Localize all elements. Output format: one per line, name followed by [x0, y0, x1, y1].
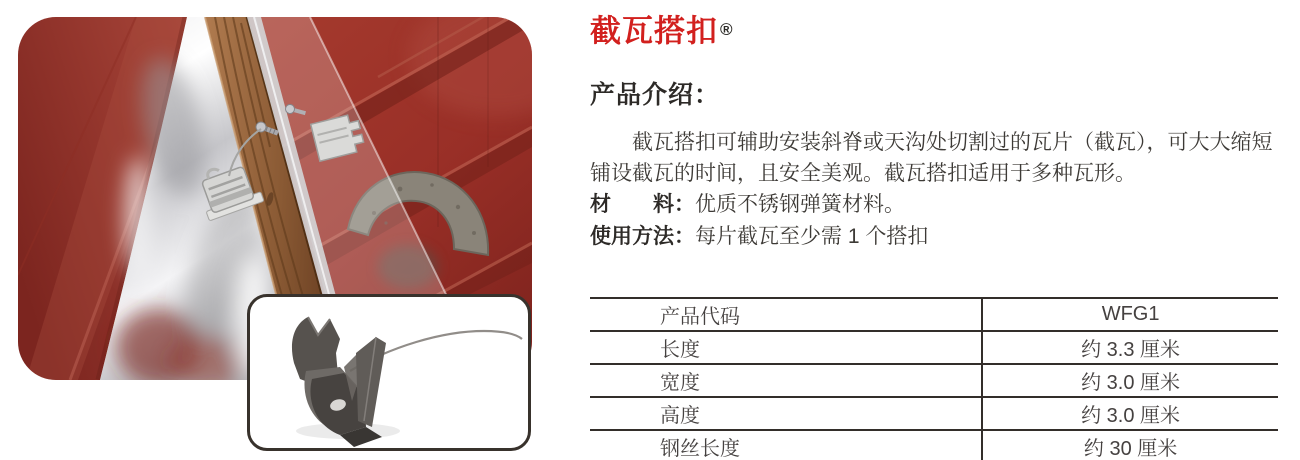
spec-label: 高度	[590, 397, 982, 430]
spec-value: 约 3.0 厘米	[982, 397, 1278, 430]
table-row	[590, 298, 1278, 331]
roof-installation-photo	[18, 17, 532, 380]
spec-value: 约 3.3 厘米	[982, 331, 1278, 364]
spec-value: WFG1	[982, 298, 1278, 331]
spec-label: 长度	[590, 331, 982, 364]
spec-label: 宽度	[590, 364, 982, 397]
spec-value: 约 30 厘米	[982, 430, 1278, 460]
clip-illustration	[250, 297, 528, 448]
spec-value: 约 3.0 厘米	[982, 364, 1278, 397]
attribute-label: 使用方法：	[590, 225, 695, 249]
spec-label: 钢丝长度	[590, 430, 982, 460]
product-inset-photo	[247, 294, 531, 451]
spec-label: 产品代码	[590, 298, 982, 331]
spec-table	[590, 297, 1278, 460]
attribute-value: 每片截瓦至少需 1 个搭扣	[695, 225, 929, 249]
registered-mark-icon: ®	[720, 20, 733, 39]
title-row	[590, 10, 1278, 57]
section-heading: 产品介绍：	[590, 81, 721, 110]
table-row	[590, 430, 1278, 460]
table-row	[590, 331, 1278, 364]
table-row	[590, 397, 1278, 430]
attribute-label: 材 料：	[590, 193, 695, 217]
product-title: 截瓦搭扣	[590, 13, 718, 49]
product-info-panel	[590, 0, 1278, 460]
attribute-material	[590, 189, 1278, 221]
attribute-value: 优质不锈钢弹簧材料。	[695, 193, 905, 217]
attribute-usage	[590, 221, 1278, 253]
product-description: 截瓦搭扣可辅助安装斜脊或天沟处切割过的瓦片（截瓦），可大大缩短铺设截瓦的时间，且安全美观。截瓦搭扣适用于多种瓦形。	[590, 131, 1273, 186]
table-row	[590, 364, 1278, 397]
